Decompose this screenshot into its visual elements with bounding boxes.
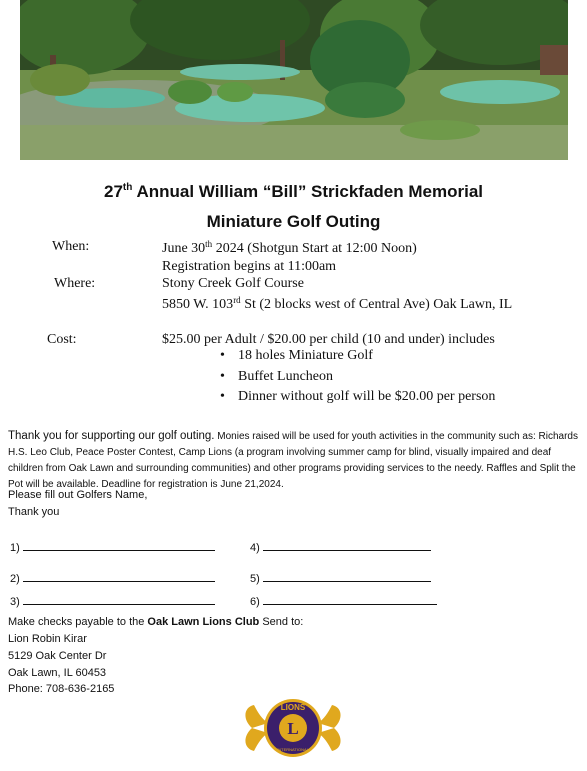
includes-list [220, 348, 495, 410]
when-date: June 30th 2024 (Shotgun Start at 12:00 Noon) [162, 239, 417, 256]
svg-text:LIONS: LIONS [280, 703, 306, 712]
message-body: Monies raised will be used for youth activities in the community such as: Richards H.S. Leo Club, Peace Poster Contest, Camp Lions (a program involving summer camp for blind, visually impaired and deaf children from Oak Lawn and surrounding communities) and other programs providing services to the needy. Raffles and Split the Pot will be available. Deadline for registration is June 21,2024. [8, 431, 578, 490]
when-label: When: [52, 239, 90, 254]
golfer-name-field-1[interactable]: 1) [10, 540, 215, 554]
svg-text:L: L [287, 719, 299, 738]
mail-to-name: Lion Robin Kirar [8, 633, 87, 645]
payment-instruction: Make checks payable to the Oak Lawn Lions Club Send to: [8, 616, 304, 628]
golfer-name-field-2[interactable]: 2) [10, 571, 215, 585]
lions-international-logo [240, 697, 346, 759]
where-label: Where: [54, 276, 96, 291]
message-paragraph [8, 428, 582, 493]
thank-you-text: Thank you [8, 506, 60, 518]
venue-name: Stony Creek Golf Course [162, 276, 304, 291]
registration-time: Registration begins at 11:00am [162, 259, 337, 274]
fill-out-instruction: Please fill out Golfers Name, [8, 489, 148, 501]
mail-to-street: 5129 Oak Center Dr [8, 650, 107, 662]
svg-text:INTERNATIONAL: INTERNATIONAL [277, 747, 309, 752]
venue-address: 5850 W. 103rd St (2 blocks west of Central Ave) Oak Lawn, IL [162, 295, 513, 312]
event-title-line1: 27th Annual William “Bill” Strickfaden Memorial [104, 182, 483, 201]
header-photo-mini-golf [20, 0, 568, 160]
includes-item: • Buffet Luncheon [220, 369, 495, 390]
contact-phone: Phone: 708-636-2165 [8, 683, 115, 695]
cost-label: Cost: [47, 332, 77, 347]
golfer-name-field-3[interactable]: 3) [10, 594, 215, 608]
event-title-line2: Miniature Golf Outing [206, 212, 381, 231]
includes-item: • 18 holes Miniature Golf [220, 348, 495, 369]
cost-text: $25.00 per Adult / $20.00 per child (10 and under) includes [162, 332, 495, 347]
message-lead: Thank you for supporting our golf outing. [8, 430, 215, 442]
mail-to-city: Oak Lawn, IL 60453 [8, 667, 107, 679]
golfer-name-field-5[interactable]: 5) [250, 571, 431, 585]
golfer-name-field-4[interactable]: 4) [250, 540, 431, 554]
payee-name: Oak Lawn Lions Club [147, 616, 260, 628]
includes-item: • Dinner without golf will be $20.00 per person [220, 389, 495, 410]
golfer-name-field-6[interactable]: 6) [250, 594, 437, 608]
